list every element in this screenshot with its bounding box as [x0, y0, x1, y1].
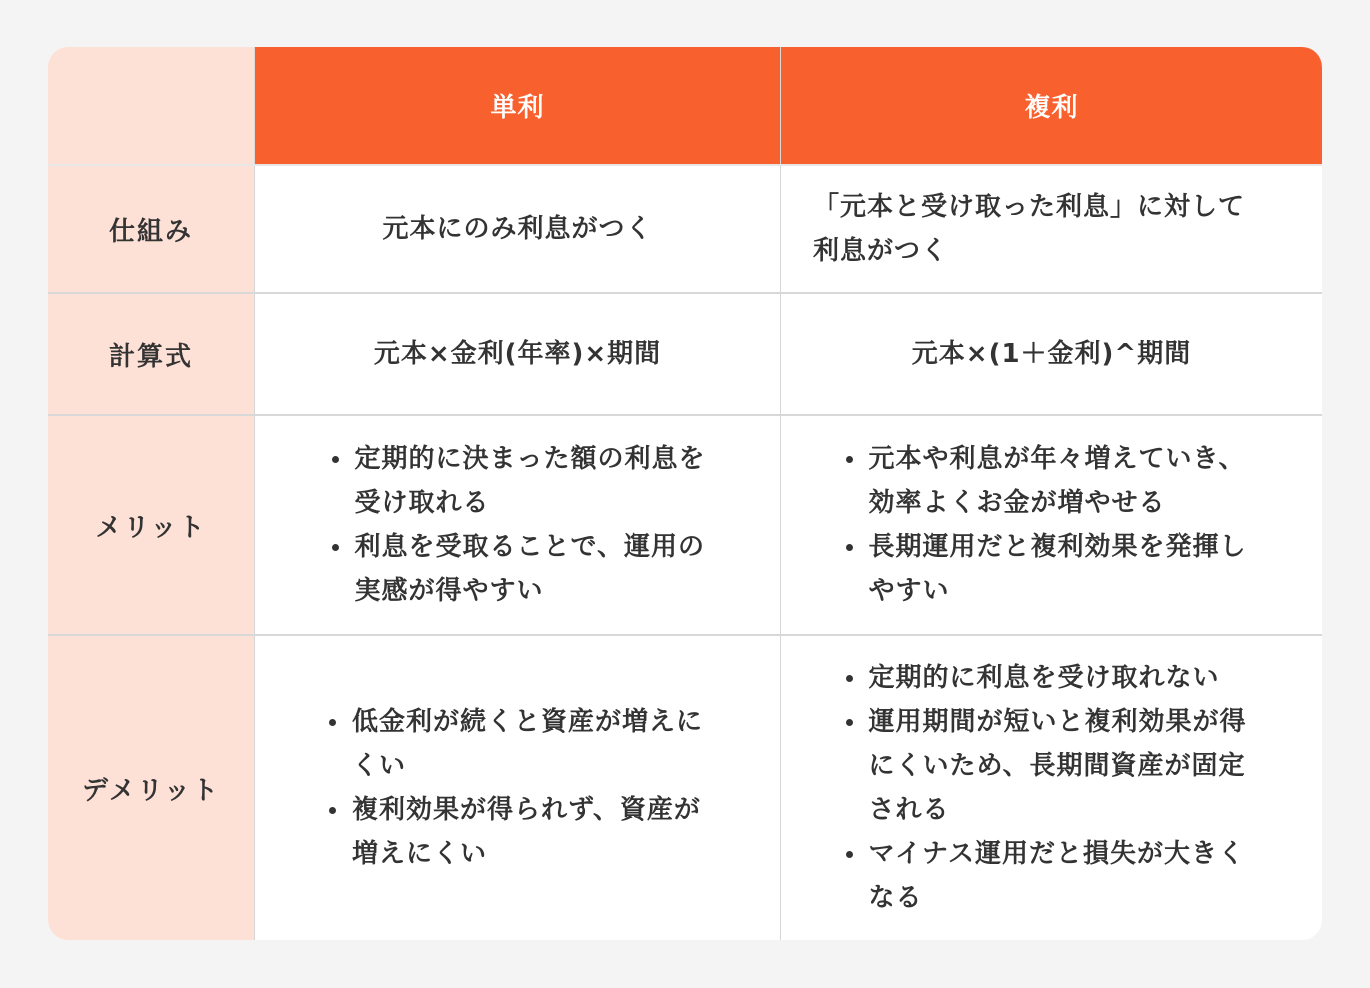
list-item: 長期運用だと複利効果を発揮しやすい [842, 525, 1262, 613]
merit-compound-list [842, 437, 1262, 613]
list-item: 元本や利息が年々増えていき、効率よくお金が増やせる [842, 437, 1262, 525]
demerit-compound-list [842, 656, 1262, 920]
row-label-demerit: デメリット [48, 636, 254, 940]
formula-simple-cell [255, 294, 780, 414]
row-label-formula: 計算式 [48, 294, 254, 414]
comparison-table [48, 47, 1322, 940]
list-item: 複利効果が得られず、資産が増えにくい [325, 788, 710, 876]
mechanism-simple-text: 元本にのみ利息がつく [382, 214, 653, 244]
mechanism-compound-text-line1: 「元本と受け取った利息」に対して [813, 192, 1246, 222]
formula-compound-cell [781, 294, 1322, 414]
formula-compound-text: 元本×(1＋金利)^期間 [911, 339, 1192, 369]
list-item: 定期的に決まった額の利息を受け取れる [328, 437, 708, 525]
row-label-mechanism: 仕組み [48, 166, 254, 292]
list-item: マイナス運用だと損失が大きくなる [842, 832, 1262, 920]
merit-compound-cell [781, 416, 1322, 634]
list-item: 定期的に利息を受け取れない [842, 656, 1262, 700]
demerit-compound-cell [781, 636, 1322, 940]
formula-simple-text: 元本×金利(年率)×期間 [373, 339, 662, 369]
demerit-simple-list [325, 700, 710, 876]
merit-simple-list [328, 437, 708, 613]
column-header-compound: 複利 [781, 47, 1322, 164]
list-item: 利息を受取ることで、運用の実感が得やすい [328, 525, 708, 613]
merit-simple-cell [255, 416, 780, 634]
mechanism-compound-text-line2: 利息がつく [813, 236, 949, 266]
demerit-simple-cell [255, 636, 780, 940]
row-label-merit: メリット [48, 416, 254, 634]
mechanism-compound-cell [781, 166, 1322, 292]
list-item: 低金利が続くと資産が増えにくい [325, 700, 710, 788]
table-corner-cell [48, 47, 254, 164]
list-item: 運用期間が短いと複利効果が得にくいため、長期間資産が固定される [842, 700, 1262, 832]
column-header-simple: 単利 [255, 47, 780, 164]
mechanism-simple-cell [255, 166, 780, 292]
